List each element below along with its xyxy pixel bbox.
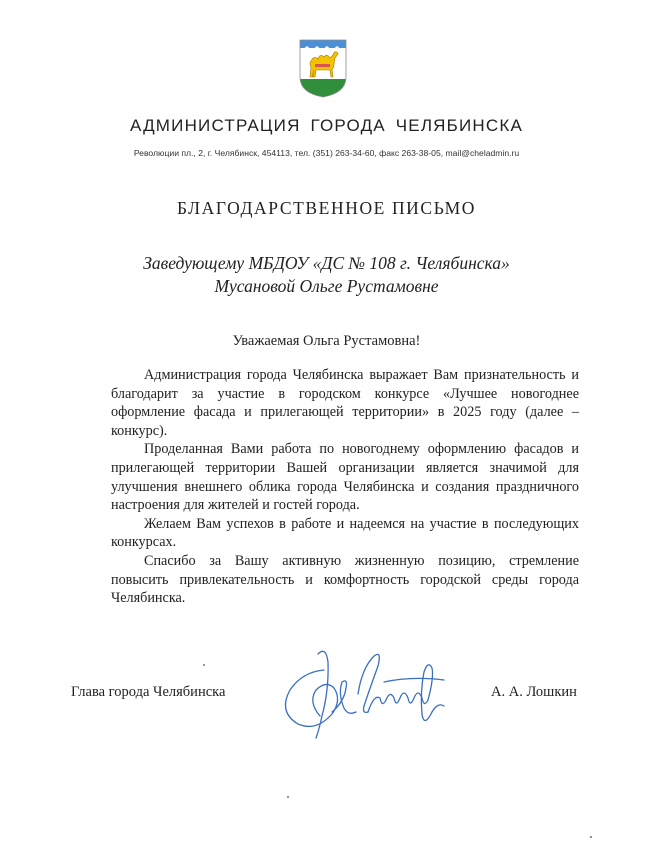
signer-position: Глава города Челябинска [71,684,226,700]
addressee [0,252,653,298]
greeting: Уважаемая Ольга Рустамовна! [232,333,421,349]
body-paragraph: Администрация города Челябинска выражает Вам признательность и благодарит за участие в городском конкурсе «Лучшее новогоднее оформление фасада и прилегающей территории» в 2025 году (далее – конкурс). [111,367,579,439]
scan-speck [590,836,592,838]
organization-contacts: Революции пл., 2, г. Челябинск, 454113, тел. (351) 263-34-60, факс 263-38-05, mail@cheladmin.ru [133,148,520,158]
signer-name: А. А. Лошкин [491,684,577,700]
organization-title: АДМИНИСТРАЦИЯ ГОРОДА ЧЕЛЯБИНСКА [129,116,524,135]
addressee-line-2: Мусановой Ольге Рустамовне [214,276,439,296]
document-title: БЛАГОДАРСТВЕННОЕ ПИСЬМО [176,198,477,218]
body-paragraph: Желаем Вам успехов в работе и надеемся на участие в последующих конкурсах. [111,515,579,551]
letter-body [111,366,579,608]
scan-speck [287,796,289,798]
body-paragraph: Проделанная Вами работа по новогоднему оформлению фасадов и прилегающей территории Вашей организации является значимой для улучшения внешнего облика города Челябинска и создания праздничного настроения для жителей и гостей города. [111,441,579,514]
coat-of-arms-icon [297,37,349,99]
scan-speck [203,664,205,666]
addressee-line-1: Заведующему МБДОУ «ДС № 108 г. Челябинска» [143,253,510,273]
handwritten-signature [272,642,462,750]
body-paragraph: Спасибо за Вашу активную жизненную позицию, стремление повысить привлекательность и комфортность городской среды города Челябинска. [111,552,579,607]
